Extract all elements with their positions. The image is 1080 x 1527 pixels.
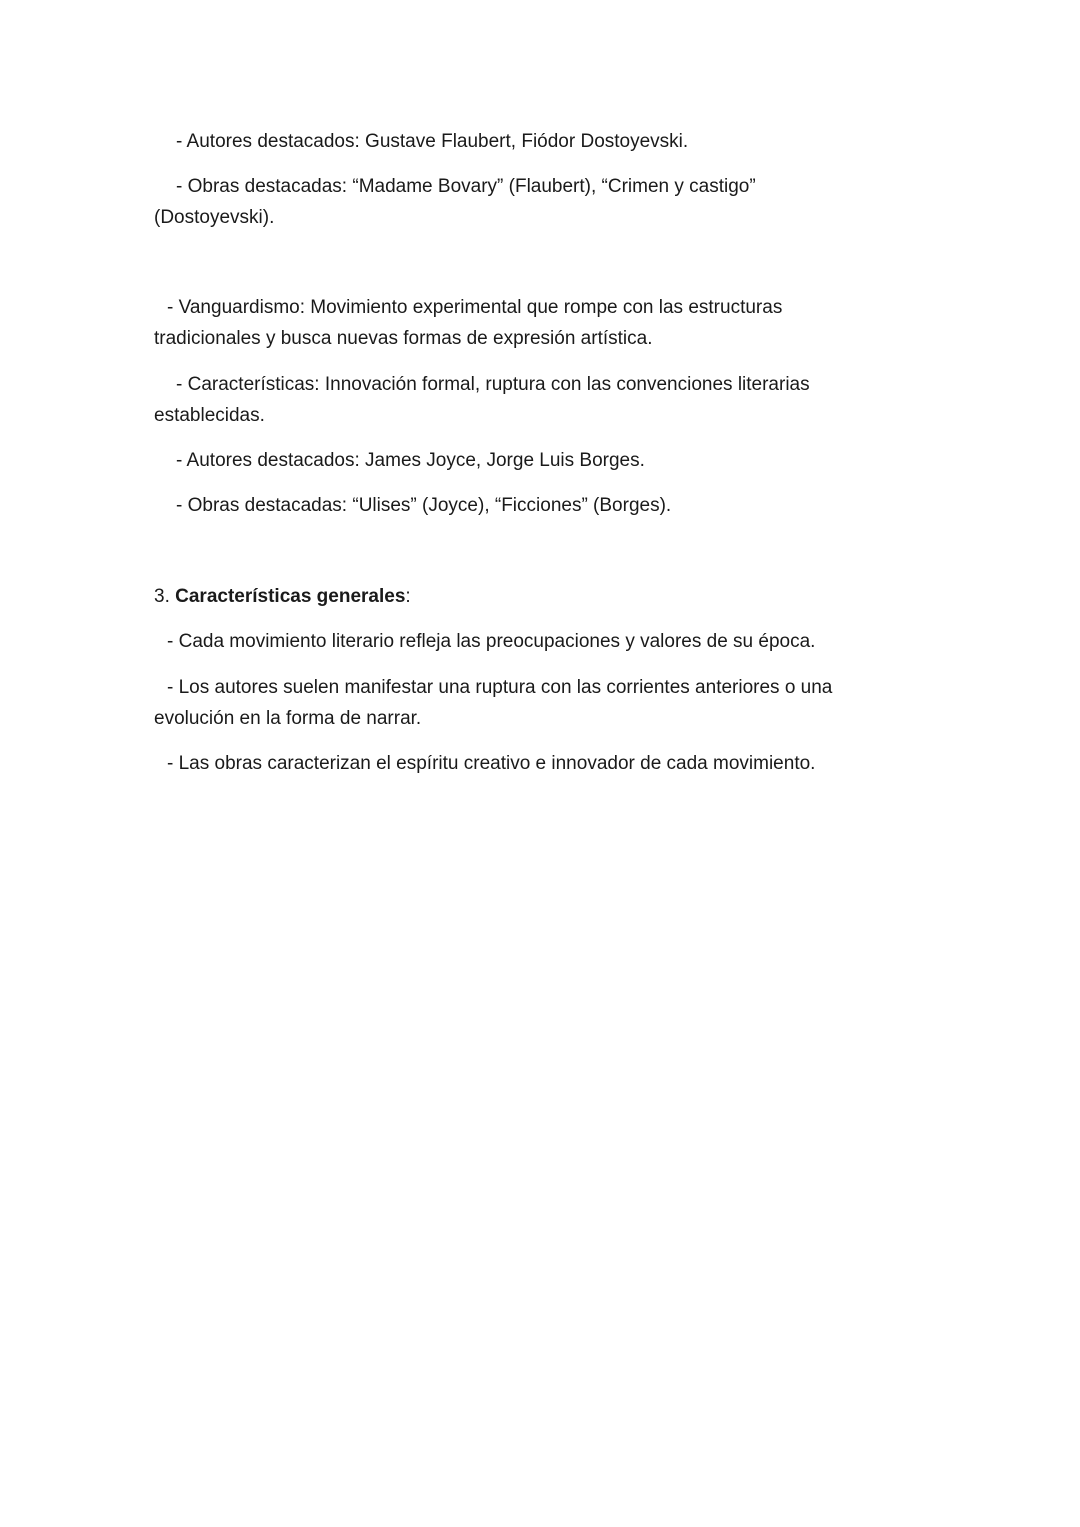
section3-item2-line1: - Los autores suelen manifestar una ruptura con las corrientes anteriores o una <box>167 677 833 698</box>
vanguardismo-intro-line2: tradicionales y busca nuevas formas de expresión artística. <box>154 328 653 349</box>
realismo-autores: - Autores destacados: Gustave Flaubert, Fiódor Dostoyevski. <box>176 131 689 152</box>
section-number: 3. <box>154 586 170 607</box>
section-heading: Características generales <box>175 586 406 607</box>
vanguardismo-caracteristicas-line1: - Características: Innovación formal, ruptura con las convenciones literarias <box>176 374 810 395</box>
section3-item2-line2: evolución en la forma de narrar. <box>154 708 422 729</box>
realismo-obras-line1: - Obras destacadas: “Madame Bovary” (Flaubert), “Crimen y castigo” <box>176 176 756 197</box>
vanguardismo-obras: - Obras destacadas: “Ulises” (Joyce), “Ficciones” (Borges). <box>176 495 672 516</box>
realismo-obras-line2: (Dostoyevski). <box>154 207 275 228</box>
vanguardismo-intro-line1: - Vanguardismo: Movimiento experimental que rompe con las estructuras <box>167 297 783 318</box>
vanguardismo-caracteristicas-line2: establecidas. <box>154 405 265 426</box>
section-heading-colon: : <box>405 586 411 607</box>
section3-item1: - Cada movimiento literario refleja las preocupaciones y valores de su época. <box>167 631 816 652</box>
section3-heading-line <box>154 581 934 612</box>
section3-item3: - Las obras caracterizan el espíritu creativo e innovador de cada movimiento. <box>167 753 816 774</box>
vanguardismo-autores: - Autores destacados: James Joyce, Jorge Luis Borges. <box>176 450 645 471</box>
